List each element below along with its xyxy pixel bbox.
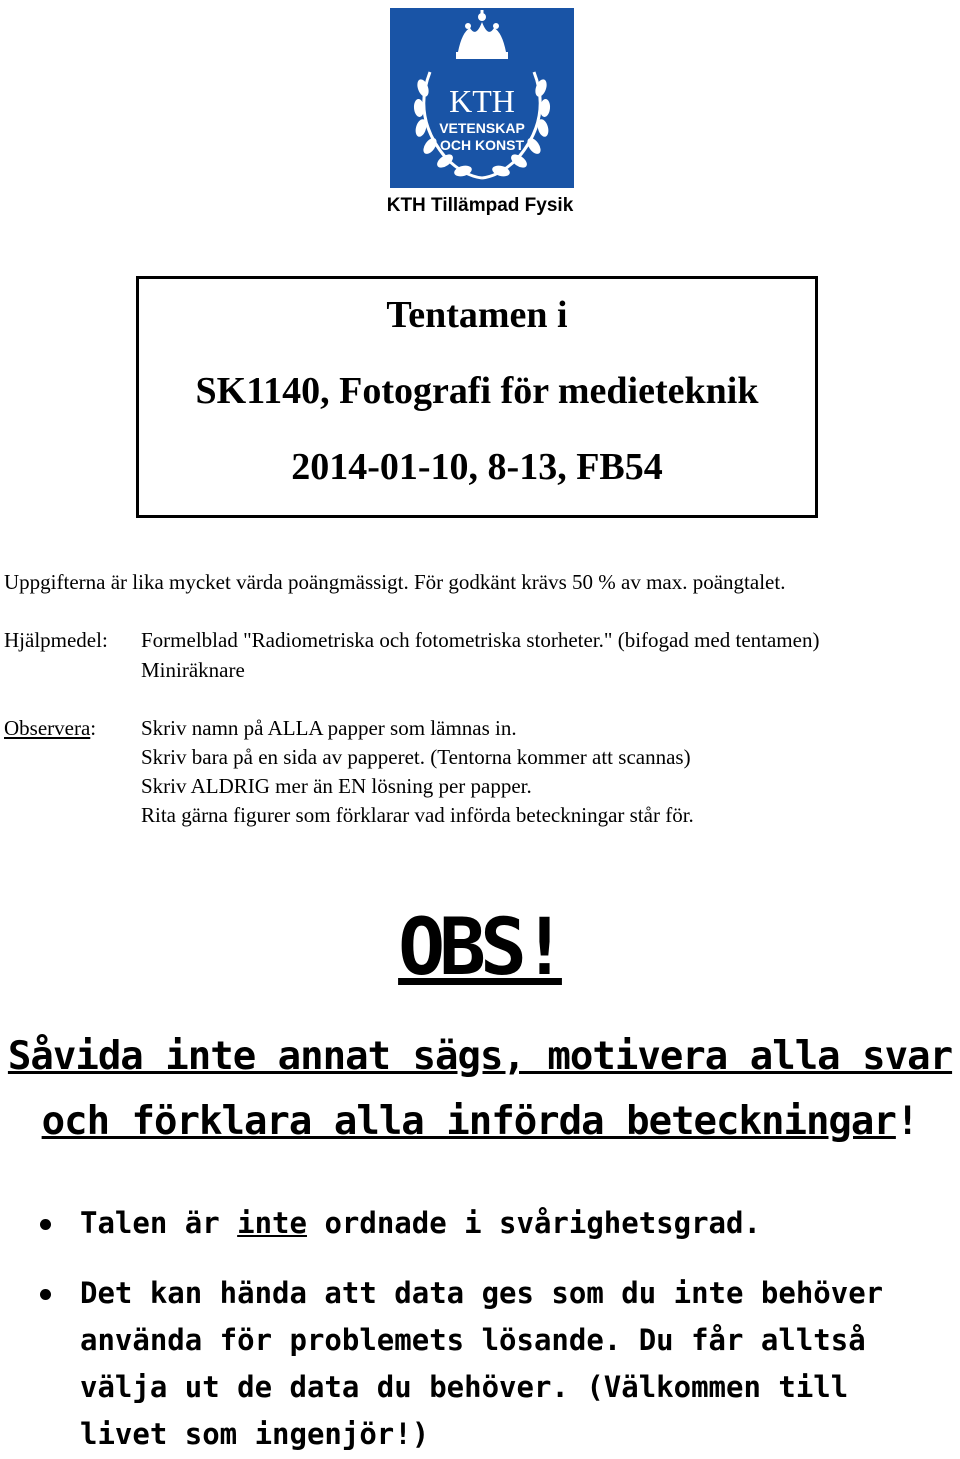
title-box (136, 276, 818, 518)
warning-line2-end: ! (895, 1099, 919, 1144)
grading-note: Uppgifterna är lika mycket värda poängmässigt. För godkänt krävs 50 % av max. poängtalet. (4, 570, 786, 594)
exam-date-place: 2014-01-10, 8-13, FB54 (291, 446, 663, 488)
notes-label-text: Observera (4, 716, 91, 740)
logo-line1: KTH (449, 83, 515, 119)
bullet-item: Det kan hända att data ges som du inte behöver använda för problemets lösande. Du får alltså välja ut de data du behöver. (Välkommen till livet som ingenjör!) (80, 1276, 884, 1451)
aids-item: Formelblad "Radiometriska och fotometriska storheter." (bifogad med tentamen) (141, 628, 820, 652)
bullet-dot-icon (40, 1289, 51, 1300)
exam-title: Tentamen i (386, 294, 568, 336)
notes-label (4, 714, 96, 743)
bullet-text-post: ordnade i svårighetsgrad. (306, 1206, 761, 1240)
warning-line1: Såvida inte annat sägs, motivera alla svar (7, 1034, 953, 1079)
notes-item: Rita gärna figurer som förklarar vad införda beteckningar står för. (141, 803, 694, 827)
obs-heading: OBS! (398, 903, 562, 993)
kth-crown-wreath-logo-icon (390, 8, 574, 188)
warning-line2 (0, 1097, 960, 1147)
notes-label-colon: : (90, 716, 97, 740)
aids-label: Hjälpmedel: (4, 628, 108, 652)
notes-item: Skriv namn på ALLA papper som lämnas in. (141, 716, 517, 740)
bullet-text-pre: Talen är (80, 1206, 238, 1240)
bullet-item (80, 1200, 950, 1247)
notes-item: Skriv bara på en sida av papperet. (Tentorna kommer att scannas) (141, 745, 691, 769)
bullet-text-emphasis: inte (237, 1206, 307, 1240)
department-name: KTH Tillämpad Fysik (386, 195, 574, 216)
course-name: SK1140, Fotografi för medieteknik (195, 370, 759, 412)
aids-item: Miniräknare (141, 658, 245, 682)
logo-line3: OCH KONST (440, 137, 524, 153)
warning-line2-text: och förklara alla införda beteckningar (41, 1099, 896, 1144)
notes-item: Skriv ALDRIG mer än EN lösning per papper. (141, 774, 532, 798)
kth-logo (390, 8, 574, 188)
logo-line2: VETENSKAP (439, 120, 525, 136)
bullet-dot-icon (40, 1219, 51, 1230)
